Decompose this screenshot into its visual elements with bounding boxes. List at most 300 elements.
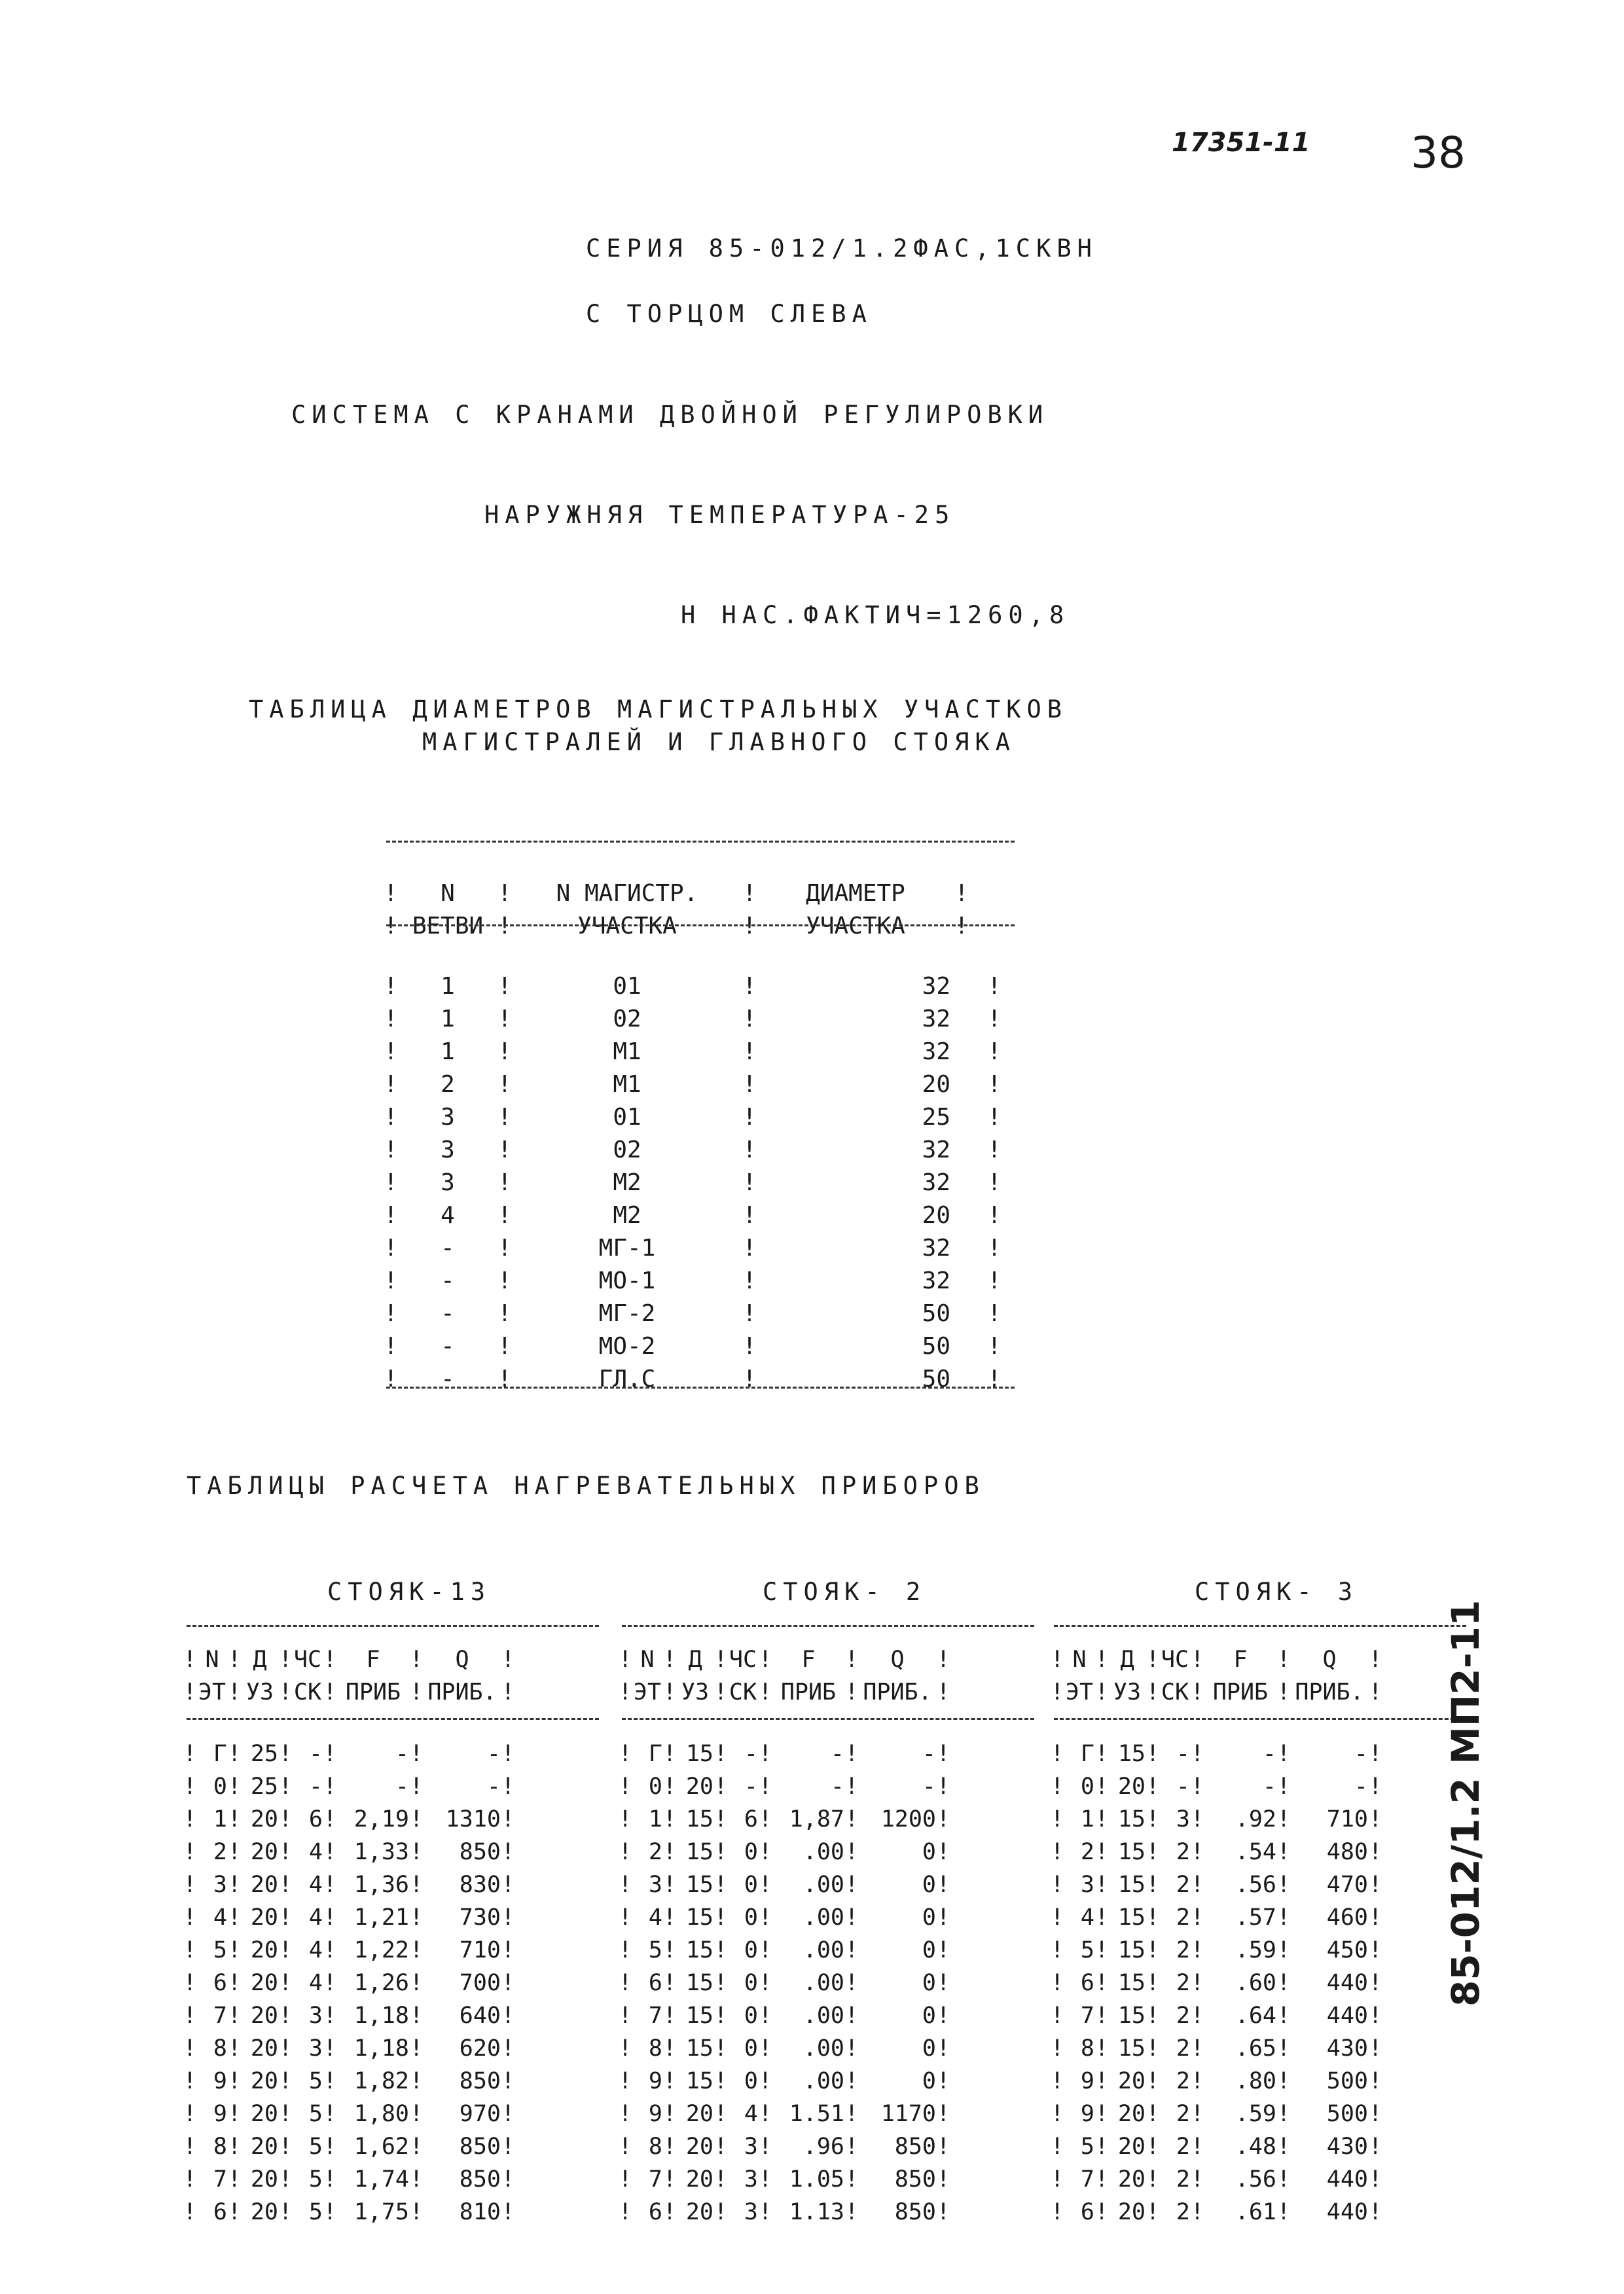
- riser-sections-cell: -: [308, 1774, 323, 1800]
- column-separator: !: [497, 1300, 512, 1327]
- column-separator: !: [713, 1647, 728, 1673]
- riser-heat-cell: 500: [1326, 2068, 1368, 2094]
- riser-floor-cell: Г: [213, 1741, 227, 1767]
- riser-row: [618, 1901, 950, 1934]
- riser-heat-cell: 620: [459, 2035, 501, 2062]
- riser-heat-cell: -: [922, 1741, 936, 1767]
- riser-diameter-cell: 15: [1117, 1839, 1146, 1865]
- column-separator: !: [227, 1970, 242, 1996]
- table1-branch-cell: 4: [441, 1202, 455, 1229]
- riser-floor-cell: 5: [1080, 1937, 1094, 1963]
- riser-header-rule: [622, 1718, 1034, 1720]
- column-separator: !: [183, 2003, 197, 2029]
- column-separator: !: [713, 1806, 728, 1832]
- riser-diameter-cell: 15: [685, 1839, 713, 1865]
- riser-diameter-cell: 20: [250, 2035, 278, 2062]
- column-separator: !: [497, 1202, 512, 1229]
- column-separator: !: [497, 1071, 512, 1098]
- table1-body-grid: [380, 970, 1005, 1396]
- column-separator: !: [936, 2003, 950, 2029]
- column-separator: !: [713, 2101, 728, 2127]
- column-separator: !: [1094, 2134, 1109, 2160]
- riser-body-grid: [618, 1738, 950, 2229]
- riser-floor-cell: 0: [648, 1774, 662, 1800]
- column-separator: !: [618, 1872, 632, 1898]
- column-separator: !: [227, 2035, 242, 2062]
- column-separator: !: [278, 2134, 293, 2160]
- column-separator: !: [844, 2199, 859, 2225]
- column-separator: !: [278, 2035, 293, 2062]
- riser-heat-cell: -: [486, 1741, 501, 1767]
- riser-heat-cell: 1310: [445, 1806, 501, 1832]
- column-separator: !: [497, 1104, 512, 1131]
- riser-floor-cell: 8: [213, 2035, 227, 2062]
- table1-header-branch: N: [441, 880, 455, 907]
- riser-floor-cell: Г: [648, 1741, 662, 1767]
- riser-header-cell: Q: [1322, 1647, 1337, 1673]
- riser-diameter-cell: 20: [685, 2199, 713, 2225]
- riser-heat-cell: 970: [459, 2101, 501, 2127]
- riser-row: [1050, 1770, 1382, 1803]
- column-separator: !: [844, 2134, 859, 2160]
- riser-header-cell: ПРИБ.: [1295, 1679, 1364, 1705]
- column-separator: !: [409, 2166, 424, 2193]
- riser-header-cell: Д: [253, 1647, 267, 1673]
- column-separator: !: [844, 1806, 859, 1832]
- riser-row: [618, 2065, 950, 2098]
- column-separator: !: [844, 1679, 859, 1705]
- table1-grid: [380, 877, 973, 943]
- riser-row: [1050, 2163, 1382, 2196]
- column-separator: !: [384, 1104, 398, 1131]
- riser-area-cell: -: [830, 1741, 844, 1767]
- column-separator: !: [501, 1774, 515, 1800]
- column-separator: !: [227, 2003, 242, 2029]
- riser-area-cell: .59: [1235, 1937, 1276, 1963]
- riser-floor-cell: 8: [648, 2035, 662, 2062]
- column-separator: !: [323, 1806, 337, 1832]
- column-separator: !: [409, 2101, 424, 2127]
- table1-section-cell: МО-2: [598, 1333, 656, 1360]
- riser-sections-cell: 5: [308, 2199, 323, 2225]
- column-separator: !: [713, 2134, 728, 2160]
- column-separator: !: [501, 2068, 515, 2094]
- riser-heat-cell: -: [922, 1774, 936, 1800]
- column-separator: !: [183, 1839, 197, 1865]
- riser-header-row: [183, 1643, 515, 1676]
- riser-sections-cell: 4: [308, 1839, 323, 1865]
- riser-row: [183, 1836, 515, 1868]
- column-separator: !: [1190, 1741, 1204, 1767]
- column-separator: !: [1146, 2166, 1160, 2193]
- riser-header-grid: [1050, 1643, 1382, 1709]
- riser-row: [183, 2065, 515, 2098]
- column-separator: !: [662, 1774, 677, 1800]
- riser-header-cell: Q: [890, 1647, 905, 1673]
- riser-floor-cell: 2: [213, 1839, 227, 1865]
- column-separator: !: [1190, 1937, 1204, 1963]
- riser-header-cell: ЧС: [293, 1647, 322, 1673]
- riser-sections-cell: 0: [744, 1970, 758, 1996]
- riser-area-cell: .61: [1235, 2199, 1276, 2225]
- table1-body: [380, 945, 1005, 1408]
- column-separator: !: [618, 1937, 632, 1963]
- riser-heat-cell: 1200: [880, 1806, 936, 1832]
- riser-area-cell: .00: [803, 1872, 844, 1898]
- column-separator: !: [323, 2068, 337, 2094]
- column-separator: !: [384, 1071, 398, 1098]
- riser-row: [1050, 1803, 1382, 1836]
- riser-header-cell: У3: [245, 1679, 274, 1705]
- riser-row: [183, 1934, 515, 1967]
- riser-diameter-cell: 15: [1117, 2035, 1146, 2062]
- column-separator: !: [1146, 2134, 1160, 2160]
- column-separator: !: [1276, 1806, 1291, 1832]
- riser-heat-cell: 430: [1326, 2134, 1368, 2160]
- table1-header-section-sub: УЧАСТКА: [577, 913, 677, 939]
- riser-diameter-cell: 15: [685, 2068, 713, 2094]
- riser-diameter-cell: 25: [250, 1741, 278, 1767]
- column-separator: !: [713, 1679, 728, 1705]
- table1-branch-cell: 2: [441, 1071, 455, 1098]
- riser-header-cell: F: [801, 1647, 816, 1673]
- riser-header-row: [183, 1676, 515, 1709]
- riser-diameter-cell: 20: [1117, 2134, 1146, 2160]
- riser-header-cell: N: [640, 1647, 655, 1673]
- table1-row: [380, 1363, 1005, 1396]
- riser-area-cell: .54: [1235, 1839, 1276, 1865]
- column-separator: !: [844, 1872, 859, 1898]
- riser-row: [618, 2098, 950, 2130]
- column-separator: !: [1368, 2199, 1382, 2225]
- table1-branch-cell: -: [441, 1300, 455, 1327]
- column-separator: !: [758, 1774, 772, 1800]
- column-separator: !: [662, 2199, 677, 2225]
- column-separator: !: [936, 1647, 950, 1673]
- column-separator: !: [987, 1038, 1001, 1065]
- column-separator: !: [713, 1839, 728, 1865]
- column-separator: !: [409, 1741, 424, 1767]
- column-separator: !: [713, 2003, 728, 2029]
- riser-sections-cell: 0: [744, 1872, 758, 1898]
- column-separator: !: [497, 973, 512, 1000]
- riser-header-cell: Д: [1120, 1647, 1134, 1673]
- column-separator: !: [1276, 1774, 1291, 1800]
- table1-section-cell: ГЛ.С: [598, 1366, 656, 1393]
- riser-row: [618, 1803, 950, 1836]
- column-separator: !: [183, 2166, 197, 2193]
- riser-diameter-cell: 15: [685, 1904, 713, 1931]
- riser-row: [183, 2196, 515, 2229]
- column-separator: !: [501, 1839, 515, 1865]
- riser-diameter-cell: 20: [685, 1774, 713, 1800]
- riser-header: [183, 1643, 515, 1709]
- column-separator: !: [183, 1970, 197, 1996]
- column-separator: !: [936, 1839, 950, 1865]
- column-separator: !: [987, 1006, 1001, 1032]
- riser-diameter-cell: 20: [250, 1872, 278, 1898]
- column-separator: !: [936, 2199, 950, 2225]
- riser-sections-cell: 0: [744, 1937, 758, 1963]
- column-separator: !: [227, 1839, 242, 1865]
- column-separator: !: [1050, 1970, 1064, 1996]
- riser-row: [618, 1836, 950, 1868]
- riser-area-cell: .00: [803, 1904, 844, 1931]
- column-separator: !: [227, 2101, 242, 2127]
- column-separator: !: [278, 1904, 293, 1931]
- column-separator: !: [278, 1647, 293, 1673]
- column-separator: !: [384, 1333, 398, 1360]
- riser-row: [618, 2130, 950, 2163]
- riser-header-cell: Q: [455, 1647, 469, 1673]
- column-separator: !: [662, 1904, 677, 1931]
- riser-floor-cell: 5: [213, 1937, 227, 1963]
- column-separator: !: [936, 1872, 950, 1898]
- riser-area-cell: 1,87: [789, 1806, 844, 1832]
- riser-sections-cell: 2: [1176, 2134, 1190, 2160]
- riser-area-cell: 1.05: [789, 2166, 844, 2193]
- riser-row: [1050, 1738, 1382, 1770]
- column-separator: !: [278, 1937, 293, 1963]
- column-separator: !: [758, 2003, 772, 2029]
- column-separator: !: [618, 1806, 632, 1832]
- riser-sections-cell: 0: [744, 2068, 758, 2094]
- column-separator: !: [501, 1679, 515, 1705]
- column-separator: !: [409, 1774, 424, 1800]
- column-separator: !: [323, 2101, 337, 2127]
- riser-sections-cell: 5: [308, 2134, 323, 2160]
- column-separator: !: [409, 1904, 424, 1931]
- table1-row: [380, 1036, 1005, 1068]
- table1-header-diameter-sub: УЧАСТКА: [806, 913, 905, 939]
- riser-floor-cell: 9: [648, 2101, 662, 2127]
- riser-row: [1050, 1934, 1382, 1967]
- riser-diameter-cell: 20: [250, 2166, 278, 2193]
- riser-header-cell: СК: [293, 1679, 322, 1705]
- riser-area-cell: -: [395, 1741, 409, 1767]
- column-separator: !: [936, 2101, 950, 2127]
- column-separator: !: [183, 1647, 197, 1673]
- table1-diameter-cell: 32: [922, 1137, 950, 1163]
- riser-heat-cell: 640: [459, 2003, 501, 2029]
- column-separator: !: [1190, 1872, 1204, 1898]
- riser-diameter-cell: 20: [250, 2101, 278, 2127]
- riser-area-cell: .48: [1235, 2134, 1276, 2160]
- table1-header-row: ! N ! N МАГИСТР. ! ДИАМЕТР !: [380, 877, 973, 910]
- column-separator: !: [409, 2134, 424, 2160]
- riser-row: [1050, 1901, 1382, 1934]
- riser-floor-cell: 3: [213, 1872, 227, 1898]
- column-separator: !: [987, 1202, 1001, 1229]
- column-separator: !: [227, 2166, 242, 2193]
- riser-header-cell: ПРИБ: [780, 1679, 837, 1705]
- column-separator: !: [1368, 1647, 1382, 1673]
- table1-row: [380, 1068, 1005, 1101]
- riser-heat-cell: 710: [459, 1937, 501, 1963]
- column-separator: !: [742, 1104, 757, 1131]
- riser-floor-cell: 8: [1080, 2035, 1094, 2062]
- column-separator: !: [1146, 2101, 1160, 2127]
- column-separator: !: [758, 1741, 772, 1767]
- riser-header: [1050, 1643, 1382, 1709]
- riser-header-cell: СК: [729, 1679, 757, 1705]
- column-separator: !: [1050, 2003, 1064, 2029]
- riser-area-cell: .57: [1235, 1904, 1276, 1931]
- column-separator: !: [501, 2101, 515, 2127]
- column-separator: !: [987, 1071, 1001, 1098]
- riser-floor-cell: 6: [648, 1970, 662, 1996]
- riser-floor-cell: 9: [648, 2068, 662, 2094]
- column-separator: !: [618, 1774, 632, 1800]
- table1-diameter-cell: 50: [922, 1333, 950, 1360]
- column-separator: !: [662, 1741, 677, 1767]
- table1-row: [380, 1199, 1005, 1232]
- column-separator: !: [742, 1006, 757, 1032]
- riser-row: [1050, 1836, 1382, 1868]
- column-separator: !: [384, 1202, 398, 1229]
- column-separator: !: [384, 1169, 398, 1196]
- table1-header-diameter: ДИАМЕТР: [806, 880, 905, 907]
- riser-heat-cell: 440: [1326, 2199, 1368, 2225]
- riser-heat-cell: 0: [922, 1904, 936, 1931]
- riser-diameter-cell: 20: [1117, 2166, 1146, 2193]
- column-separator: !: [1368, 2068, 1382, 2094]
- riser-floor-cell: 9: [213, 2068, 227, 2094]
- riser-area-cell: .00: [803, 1937, 844, 1963]
- column-separator: !: [742, 1169, 757, 1196]
- riser-header-cell: ПРИБ: [345, 1679, 401, 1705]
- column-separator: !: [384, 1366, 398, 1393]
- column-separator: !: [1190, 2166, 1204, 2193]
- table1-branch-cell: 3: [441, 1137, 455, 1163]
- column-separator: !: [278, 1741, 293, 1767]
- column-separator: !: [742, 973, 757, 1000]
- column-separator: !: [409, 1839, 424, 1865]
- column-separator: !: [183, 1872, 197, 1898]
- column-separator: !: [1368, 1679, 1382, 1705]
- column-separator: !: [501, 2134, 515, 2160]
- column-separator: !: [501, 2003, 515, 2029]
- riser-heat-cell: 0: [922, 2035, 936, 2062]
- riser-area-cell: .96: [803, 2134, 844, 2160]
- riser-area-cell: 1,80: [353, 2101, 409, 2127]
- table1-section-cell: 02: [613, 1137, 641, 1163]
- column-separator: !: [1050, 1647, 1064, 1673]
- column-separator: !: [497, 1137, 512, 1163]
- column-separator: !: [227, 1872, 242, 1898]
- riser-header-cell: ПРИБ: [1212, 1679, 1269, 1705]
- table1-branch-cell: 3: [441, 1169, 455, 1196]
- riser-heat-cell: 850: [459, 2134, 501, 2160]
- column-separator: !: [618, 2101, 632, 2127]
- riser-floor-cell: 3: [1080, 1872, 1094, 1898]
- riser-sections-cell: 2: [1176, 1970, 1190, 1996]
- riser-diameter-cell: 20: [1117, 2068, 1146, 2094]
- riser-row: [183, 1901, 515, 1934]
- riser-area-cell: .64: [1235, 2003, 1276, 2029]
- column-separator: !: [618, 1647, 632, 1673]
- column-separator: !: [183, 2035, 197, 2062]
- column-separator: !: [618, 2166, 632, 2193]
- column-separator: !: [501, 1806, 515, 1832]
- riser-header-cell: СК: [1161, 1679, 1189, 1705]
- riser-row: [618, 1738, 950, 1770]
- riser-diameter-cell: 15: [1117, 1741, 1146, 1767]
- riser-area-cell: .00: [803, 1970, 844, 1996]
- column-separator: !: [501, 1872, 515, 1898]
- column-separator: !: [409, 1679, 424, 1705]
- riser-diameter-cell: 15: [685, 1741, 713, 1767]
- table1-row: [380, 1232, 1005, 1265]
- riser-row: [1050, 1999, 1382, 2032]
- column-separator: !: [1050, 1904, 1064, 1931]
- column-separator: !: [742, 1038, 757, 1065]
- riser-row: [618, 1770, 950, 1803]
- column-separator: !: [409, 2035, 424, 2062]
- riser-row: [183, 1999, 515, 2032]
- column-separator: !: [323, 1741, 337, 1767]
- column-separator: !: [1146, 1774, 1160, 1800]
- column-separator: !: [662, 2003, 677, 2029]
- riser-row: [618, 1999, 950, 2032]
- column-separator: !: [227, 2134, 242, 2160]
- column-separator: !: [758, 2101, 772, 2127]
- column-separator: !: [1190, 1839, 1204, 1865]
- column-separator: !: [713, 1741, 728, 1767]
- riser-floor-cell: 4: [648, 1904, 662, 1931]
- riser-area-cell: .65: [1235, 2035, 1276, 2062]
- table1-diameter-cell: 32: [922, 1006, 950, 1032]
- column-separator: !: [758, 2199, 772, 2225]
- column-separator: !: [713, 2068, 728, 2094]
- column-separator: !: [758, 2068, 772, 2094]
- column-separator: !: [987, 1104, 1001, 1131]
- table1-row: [380, 1167, 1005, 1199]
- riser-floor-cell: 7: [213, 2003, 227, 2029]
- table1-row: [380, 970, 1005, 1003]
- column-separator: !: [1050, 2199, 1064, 2225]
- column-separator: !: [987, 1169, 1001, 1196]
- column-separator: !: [1190, 2101, 1204, 2127]
- riser-heat-cell: 710: [1326, 1806, 1368, 1832]
- column-separator: !: [936, 1741, 950, 1767]
- riser-diameter-cell: 20: [250, 2068, 278, 2094]
- column-separator: !: [618, 1970, 632, 1996]
- column-separator: !: [662, 1679, 677, 1705]
- column-separator: !: [844, 1647, 859, 1673]
- column-separator: !: [742, 1137, 757, 1163]
- riser-sections-cell: 2: [1176, 2166, 1190, 2193]
- column-separator: !: [227, 1647, 242, 1673]
- column-separator: !: [1276, 1872, 1291, 1898]
- column-separator: !: [758, 1872, 772, 1898]
- column-separator: !: [384, 973, 398, 1000]
- column-separator: !: [278, 2101, 293, 2127]
- riser-area-cell: 1.13: [789, 2199, 844, 2225]
- table1-diameter-cell: 20: [922, 1071, 950, 1098]
- column-separator: !: [758, 2134, 772, 2160]
- riser-label: СТОЯК-13: [327, 1578, 492, 1606]
- riser-sections-cell: 4: [308, 1970, 323, 1996]
- column-separator: !: [1146, 1647, 1160, 1673]
- riser-header-cell: ЧС: [729, 1647, 757, 1673]
- riser-area-cell: .56: [1235, 1872, 1276, 1898]
- riser-floor-cell: 4: [1080, 1904, 1094, 1931]
- riser-area-cell: .00: [803, 2003, 844, 2029]
- riser-heat-cell: 500: [1326, 2101, 1368, 2127]
- system-line: СИСТЕМА С КРАНАМИ ДВОЙНОЙ РЕГУЛИРОВКИ: [291, 401, 1049, 429]
- riser-area-cell: 1,82: [353, 2068, 409, 2094]
